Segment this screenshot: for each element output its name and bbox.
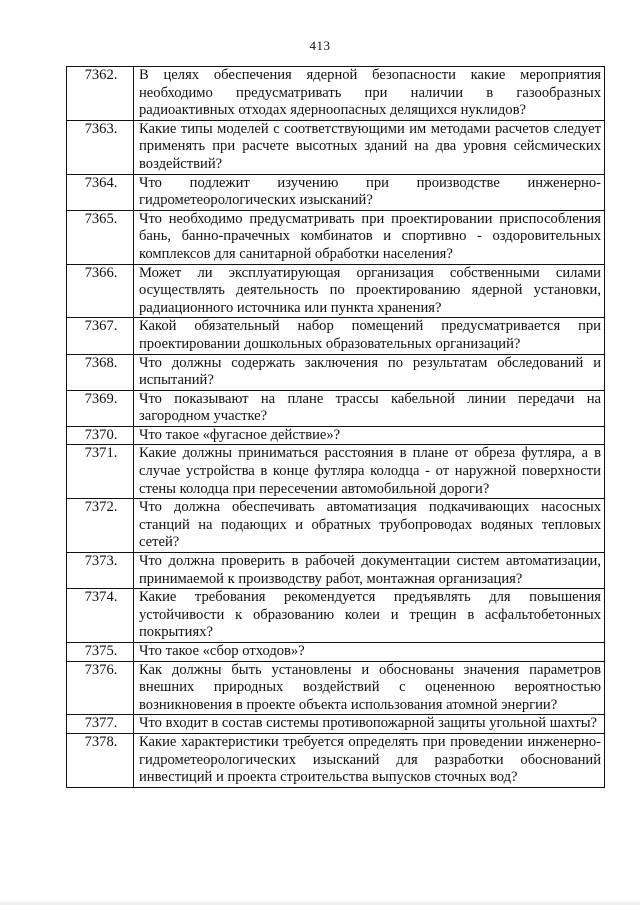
question-row: [67, 174, 605, 210]
question-number: 7374.: [67, 589, 134, 643]
question-text: Как должны быть установлены и обоснованы значения параметров внешних природных воздействий с оцененною вероятностью возникновения в проекте объекта использования атомной энергии?: [134, 661, 605, 715]
scan-bottom-edge: [0, 899, 640, 905]
page-number: 413: [309, 38, 331, 53]
question-row: [67, 589, 605, 643]
question-row: [67, 354, 605, 390]
question-row: [67, 390, 605, 426]
question-number: 7372.: [67, 499, 134, 553]
question-number: 7371.: [67, 445, 134, 499]
question-row: [67, 120, 605, 174]
question-text: Что входит в состав системы противопожарной защиты угольной шахты?: [134, 715, 605, 734]
question-text: Что необходимо предусматривать при проектировании приспособления бань, банно-прачечных комбинатов и спортивно - оздоровительных комплексов для санитарной обработки населения?: [134, 210, 605, 264]
questions-table-body: [67, 67, 605, 788]
question-number: 7368.: [67, 354, 134, 390]
question-row: [67, 445, 605, 499]
question-number: 7373.: [67, 553, 134, 589]
question-text: Какие типы моделей с соответствующими им методами расчетов следует применять при расчете высотных зданий на два уровня сейсмических воздействий?: [134, 120, 605, 174]
question-row: [67, 499, 605, 553]
question-text: Что такое «фугасное действие»?: [134, 426, 605, 445]
question-number: 7364.: [67, 174, 134, 210]
question-text: Какие требования рекомендуется предъявлять для повышения устойчивости к образованию колеи и трещин в асфальтобетонных покрытиях?: [134, 589, 605, 643]
question-number: 7369.: [67, 390, 134, 426]
question-text: Может ли эксплуатирующая организация собственными силами осуществлять деятельность по проектированию ядерной установки, радиационного источника или пункта хранения?: [134, 264, 605, 318]
question-text: Что показывают на плане трассы кабельной линии передачи на загородном участке?: [134, 390, 605, 426]
question-text: Что должна обеспечивать автоматизация подкачивающих насосных станций на подающих и обратных трубопроводах водяных тепловых сетей?: [134, 499, 605, 553]
question-text: Что подлежит изучению при производстве инженерно-гидрометеорологических изысканий?: [134, 174, 605, 210]
question-text: Какие должны приниматься расстояния в плане от обреза футляра, а в случае устройства в конце футляра колодца - от наружной поверхности стены колодца при пересечении автомобильной дороги?: [134, 445, 605, 499]
question-row: [67, 67, 605, 121]
question-text: Что должна проверить в рабочей документации систем автоматизации, принимаемой к производству работ, монтажная организация?: [134, 553, 605, 589]
question-row: [67, 733, 605, 787]
question-text: Что такое «сбор отходов»?: [134, 643, 605, 662]
question-number: 7375.: [67, 643, 134, 662]
question-number: 7378.: [67, 733, 134, 787]
question-row: [67, 661, 605, 715]
question-text: Какие характеристики требуется определять при проведении инженерно-гидрометеорологических изысканий для разработки обоснований инвестиций и проекта строительства выпусков сточных вод?: [134, 733, 605, 787]
question-number: 7365.: [67, 210, 134, 264]
questions-table: [66, 66, 605, 788]
question-number: 7363.: [67, 120, 134, 174]
question-row: [67, 318, 605, 354]
question-row: [67, 715, 605, 734]
question-text: В целях обеспечения ядерной безопасности какие мероприятия необходимо предусматривать при наличии в газообразных радиоактивных отходах ядерноопасных делящихся нуклидов?: [134, 67, 605, 121]
question-row: [67, 643, 605, 662]
question-text: Какой обязательный набор помещений предусматривается при проектировании дошкольных образовательных организаций?: [134, 318, 605, 354]
question-number: 7367.: [67, 318, 134, 354]
question-row: [67, 210, 605, 264]
question-number: 7362.: [67, 67, 134, 121]
question-row: [67, 264, 605, 318]
question-number: 7366.: [67, 264, 134, 318]
question-text: Что должны содержать заключения по результатам обследований и испытаний?: [134, 354, 605, 390]
question-number: 7376.: [67, 661, 134, 715]
question-number: 7377.: [67, 715, 134, 734]
question-row: [67, 553, 605, 589]
question-number: 7370.: [67, 426, 134, 445]
question-row: [67, 426, 605, 445]
